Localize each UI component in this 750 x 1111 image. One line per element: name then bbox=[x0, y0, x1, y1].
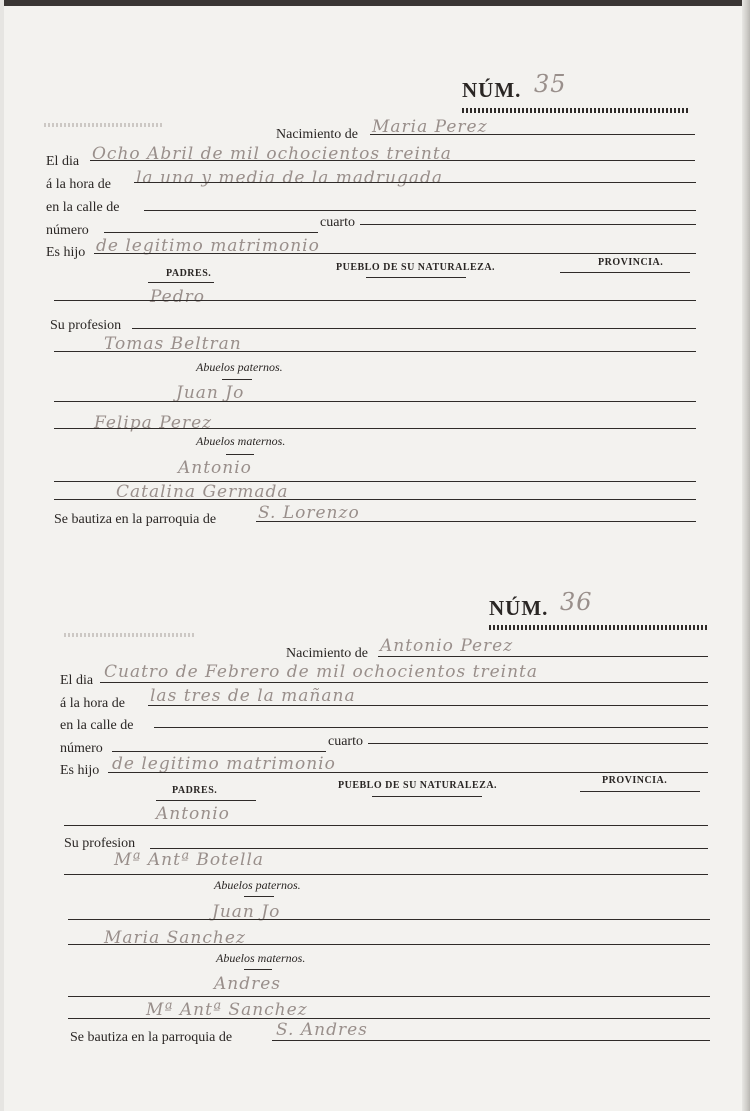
paternal-grandfather-handwritten: Juan Jo bbox=[176, 383, 245, 403]
child-name-handwritten: Antonio Perez bbox=[380, 636, 514, 656]
birth-of-label: Nacimiento de bbox=[286, 646, 369, 661]
paternal-grandparents-rule bbox=[244, 896, 274, 897]
room-label: cuarto bbox=[320, 215, 355, 230]
parish-handwritten: S. Andres bbox=[276, 1020, 368, 1040]
child-of-handwritten: de legitimo matrimonio bbox=[96, 236, 320, 256]
father-handwritten: Antonio bbox=[156, 804, 230, 824]
street-label: en la calle de bbox=[46, 200, 120, 215]
number-field-label: número bbox=[60, 741, 103, 756]
number-field-line bbox=[112, 751, 326, 752]
paternal-grandfather-handwritten: Juan Jo bbox=[212, 902, 281, 922]
mother-line bbox=[64, 874, 708, 875]
maternal-grandfather-handwritten: Antonio bbox=[178, 458, 252, 478]
maternal-grandmother-line bbox=[68, 1018, 710, 1019]
maternal-grandfather-handwritten: Andres bbox=[214, 974, 282, 994]
maternal-grandparents-label: Abuelos maternos. bbox=[216, 951, 306, 965]
maternal-grandmother-handwritten: Catalina Germada bbox=[116, 482, 289, 502]
child-of-label: Es hijo bbox=[60, 763, 100, 778]
paternal-grandparents-label: Abuelos paternos. bbox=[196, 360, 283, 374]
profession-label: Su profesion bbox=[50, 318, 122, 333]
mother-handwritten: Tomas Beltran bbox=[104, 334, 242, 354]
maternal-grandmother-handwritten: Mª Antª Sanchez bbox=[146, 1000, 308, 1020]
birth-of-label: Nacimiento de bbox=[276, 127, 359, 142]
record-number-handwritten: 36 bbox=[560, 588, 593, 616]
child-of-label: Es hijo bbox=[46, 245, 86, 260]
record-number-label: NÚM. bbox=[462, 78, 522, 102]
day-label: El dia bbox=[46, 154, 80, 169]
paternal-grandmother-handwritten: Felipa Perez bbox=[94, 413, 213, 433]
province-header-rule bbox=[580, 791, 700, 792]
parish-label: Se bautiza en la parroquia de bbox=[70, 1030, 233, 1045]
child-of-handwritten: de legitimo matrimonio bbox=[112, 754, 336, 774]
hour-line bbox=[148, 705, 708, 706]
maternal-grandparents-label: Abuelos maternos. bbox=[196, 434, 286, 448]
hometown-header: PUEBLO DE SU NATURALEZA. bbox=[336, 262, 496, 273]
parents-header-rule bbox=[156, 800, 256, 801]
day-line bbox=[100, 682, 708, 683]
hometown-header-rule bbox=[372, 796, 482, 797]
number-field-label: número bbox=[46, 223, 89, 238]
hour-label: á la hora de bbox=[46, 177, 111, 192]
maternal-grandparents-rule bbox=[244, 969, 272, 970]
hour-handwritten: la una y media de la madrugada bbox=[136, 168, 444, 188]
number-underline-deco bbox=[489, 625, 709, 630]
record-number-handwritten: 35 bbox=[534, 70, 567, 98]
child-name-line bbox=[378, 656, 708, 657]
mother-handwritten: Mª Antª Botella bbox=[114, 850, 265, 870]
record-number-label: NÚM. bbox=[489, 596, 549, 620]
faint-divider-deco bbox=[64, 633, 194, 637]
street-line bbox=[154, 727, 708, 728]
maternal-grandfather-line bbox=[68, 996, 710, 997]
paternal-grandmother-handwritten: Maria Sanchez bbox=[104, 928, 246, 948]
room-line bbox=[368, 743, 708, 744]
child-name-handwritten: Maria Perez bbox=[372, 117, 488, 137]
profession-label: Su profesion bbox=[64, 836, 136, 851]
parents-header: PADRES. bbox=[172, 785, 218, 796]
parish-line bbox=[272, 1040, 710, 1041]
hour-handwritten: las tres de la mañana bbox=[150, 686, 356, 706]
parents-header: PADRES. bbox=[166, 268, 212, 279]
province-header: PROVINCIA. bbox=[602, 775, 668, 786]
profession-line bbox=[150, 848, 708, 849]
paternal-grandmother-line bbox=[68, 944, 710, 945]
day-label: El dia bbox=[60, 673, 94, 688]
father-line bbox=[64, 825, 708, 826]
paternal-grandfather-line bbox=[68, 919, 710, 920]
hometown-header: PUEBLO DE SU NATURALEZA. bbox=[338, 780, 498, 791]
father-handwritten: Pedro bbox=[150, 287, 205, 307]
room-label: cuarto bbox=[328, 734, 363, 749]
paternal-grandparents-label: Abuelos paternos. bbox=[214, 878, 301, 892]
hour-label: á la hora de bbox=[60, 696, 125, 711]
street-label: en la calle de bbox=[60, 718, 134, 733]
parish-handwritten: S. Lorenzo bbox=[258, 503, 360, 523]
province-header: PROVINCIA. bbox=[598, 257, 664, 268]
child-of-line bbox=[108, 772, 708, 773]
day-handwritten: Ocho Abril de mil ochocientos treinta bbox=[92, 144, 452, 164]
day-handwritten: Cuatro de Febrero de mil ochocientos treinta bbox=[104, 662, 539, 682]
parish-label: Se bautiza en la parroquia de bbox=[54, 512, 217, 527]
